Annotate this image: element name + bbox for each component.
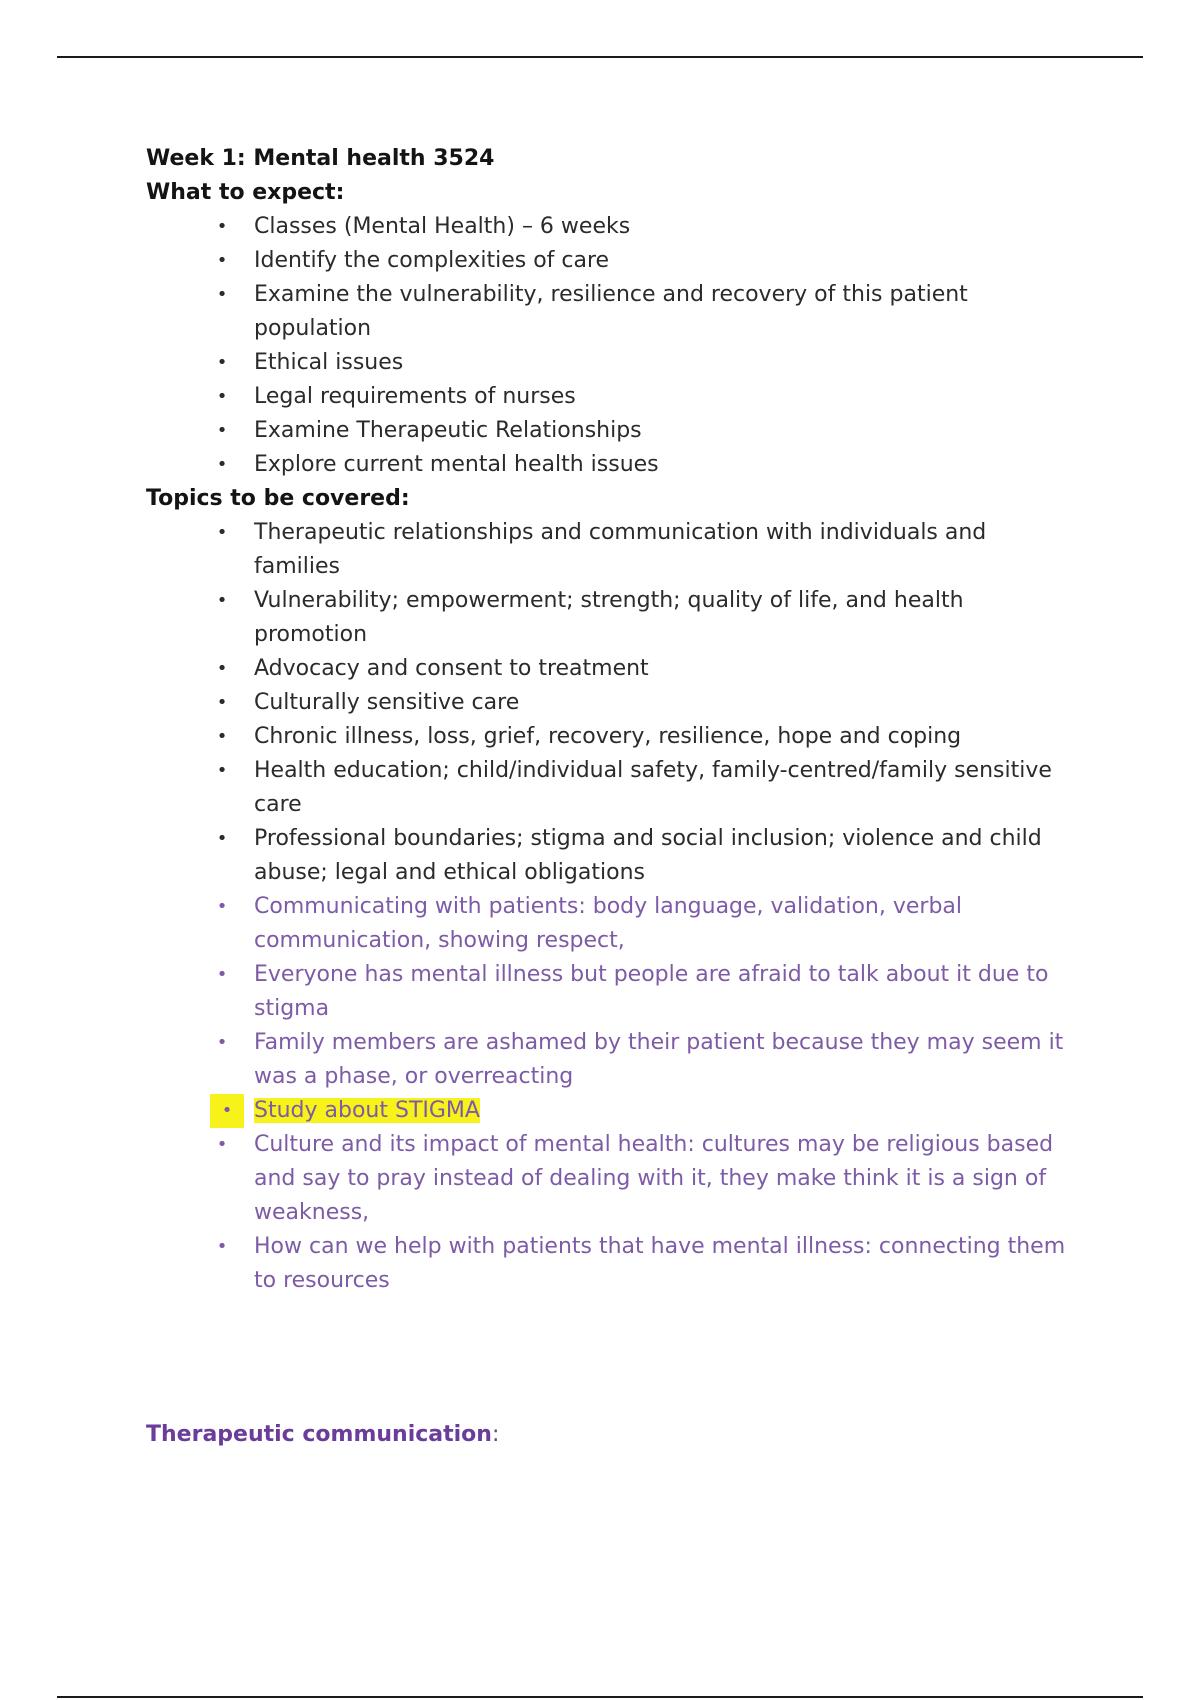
list-item: • Therapeutic relationships and communication with individuals and families xyxy=(254,516,1106,584)
note-item: • Everyone has mental illness but people are afraid to talk about it due to stigma xyxy=(254,958,1106,1026)
bullet-icon: • xyxy=(210,1094,244,1128)
note-item: • Family members are ashamed by their patient because they may seem it was a phase, or overreacting xyxy=(254,1026,1106,1094)
heading-colon: : xyxy=(491,1422,500,1447)
bullet-icon: • xyxy=(216,760,228,781)
bullet-icon: • xyxy=(216,352,228,373)
therapeutic-communication-heading xyxy=(146,1418,1106,1452)
bullet-icon: • xyxy=(216,454,228,475)
list-item: • Legal requirements of nurses xyxy=(254,380,1106,414)
topics-heading: Topics to be covered: xyxy=(146,486,410,511)
therapeutic-communication-label: Therapeutic communication xyxy=(146,1422,492,1447)
bullet-icon: • xyxy=(216,1236,228,1257)
bullet-icon: • xyxy=(216,964,228,985)
list-item: • Vulnerability; empowerment; strength; quality of life, and health promotion xyxy=(254,584,1106,652)
bullet-icon: • xyxy=(216,896,228,917)
bullet-icon: • xyxy=(216,522,228,543)
bullet-icon: • xyxy=(216,658,228,679)
document-title: Week 1: Mental health 3524 xyxy=(146,146,495,171)
bullet-icon: • xyxy=(216,1032,228,1053)
bullet-icon: • xyxy=(216,420,228,441)
document-body xyxy=(146,142,1106,1452)
section-gap xyxy=(146,1298,1106,1418)
note-item: • Culture and its impact of mental health: cultures may be religious based and say to pray instead of dealing with it, they make think it is a sign of weakness, xyxy=(254,1128,1106,1230)
list-item: • Classes (Mental Health) – 6 weeks xyxy=(254,210,1106,244)
bottom-rule xyxy=(57,1696,1143,1698)
list-item: • Explore current mental health issues xyxy=(254,448,1106,482)
list-item: • Culturally sensitive care xyxy=(254,686,1106,720)
bullet-icon: • xyxy=(216,1134,228,1155)
note-item: • How can we help with patients that have mental illness: connecting them to resources xyxy=(254,1230,1106,1298)
note-item: • Communicating with patients: body language, validation, verbal communication, showing respect, xyxy=(254,890,1106,958)
bullet-icon: • xyxy=(216,250,228,271)
expect-heading: What to expect: xyxy=(146,180,345,205)
bullet-icon: • xyxy=(216,386,228,407)
list-item: • Advocacy and consent to treatment xyxy=(254,652,1106,686)
list-item: • Examine Therapeutic Relationships xyxy=(254,414,1106,448)
bullet-icon: • xyxy=(216,828,228,849)
topics-list xyxy=(146,516,1106,1298)
list-item: • Examine the vulnerability, resilience and recovery of this patient population xyxy=(254,278,1106,346)
top-rule xyxy=(57,56,1143,58)
bullet-icon: • xyxy=(216,692,228,713)
list-item: • Chronic illness, loss, grief, recovery, resilience, hope and coping xyxy=(254,720,1106,754)
bullet-icon: • xyxy=(216,216,228,237)
bullet-icon: • xyxy=(216,284,228,305)
highlighted-note-item: • Study about STIGMA xyxy=(254,1094,1106,1128)
expect-list xyxy=(146,210,1106,482)
list-item: • Health education; child/individual safety, family-centred/family sensitive care xyxy=(254,754,1106,822)
bullet-icon: • xyxy=(216,590,228,611)
list-item: • Identify the complexities of care xyxy=(254,244,1106,278)
bullet-icon: • xyxy=(216,726,228,747)
list-item: • Professional boundaries; stigma and social inclusion; violence and child abuse; legal and ethical obligations xyxy=(254,822,1106,890)
list-item: • Ethical issues xyxy=(254,346,1106,380)
